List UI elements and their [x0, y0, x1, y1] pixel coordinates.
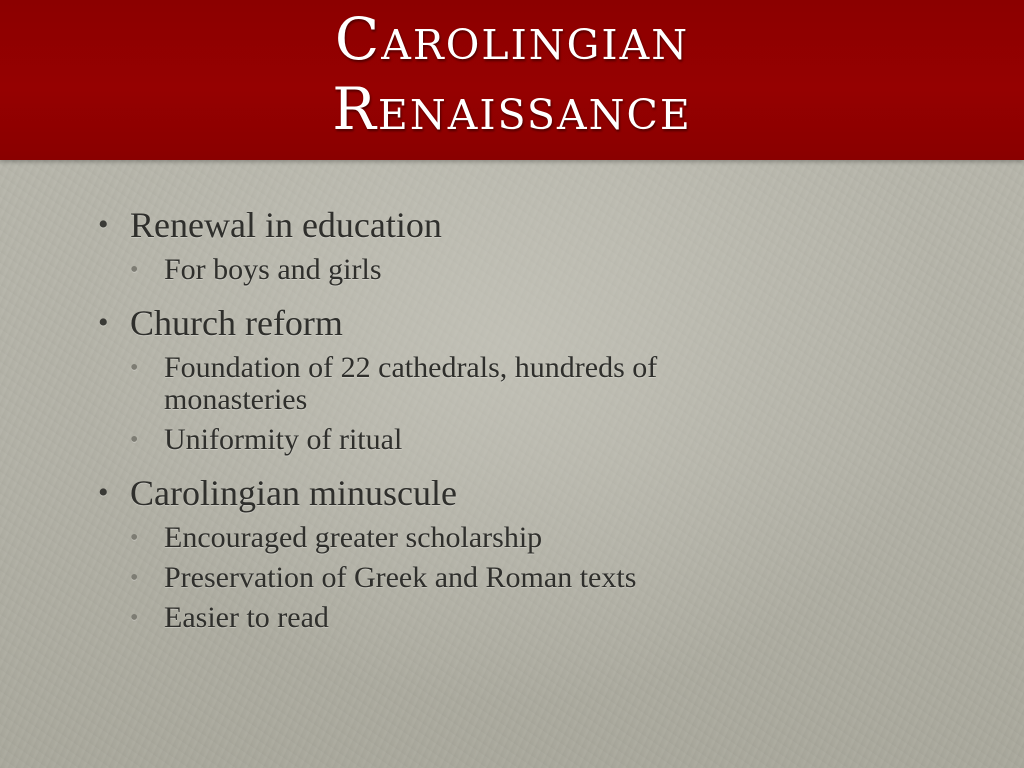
bullet-icon: •	[130, 257, 139, 283]
bullet-icon: •	[98, 306, 109, 339]
sub-bullet-item	[96, 254, 796, 286]
sub-bullet-text: Encouraged greater scholarship	[164, 521, 543, 554]
bullet-icon: •	[98, 208, 109, 241]
bullet-icon: •	[130, 427, 139, 453]
bullet-list	[96, 200, 796, 642]
sub-bullet-item	[96, 602, 796, 634]
title-band	[0, 0, 1024, 160]
sub-bullet-item	[96, 522, 796, 554]
bullet-text: Carolingian minuscule	[130, 473, 457, 513]
bullet-text: Renewal in education	[130, 205, 442, 245]
bullet-icon: •	[130, 355, 139, 381]
sub-bullet-text: Preservation of Greek and Roman texts	[164, 561, 637, 594]
sub-bullet-item	[96, 424, 796, 456]
sub-bullet-text: Uniformity of ritual	[164, 423, 403, 456]
sub-bullet-text: For boys and girls	[164, 253, 382, 286]
slide-title-line-2: Renaissance	[332, 75, 692, 143]
bullet-text: Church reform	[130, 303, 343, 343]
sub-bullet-item	[96, 352, 796, 416]
sub-bullet-text: Foundation of 22 cathedrals, hundreds of monasteries	[164, 351, 658, 416]
sub-bullet-item	[96, 562, 796, 594]
sub-bullet-text: Easier to read	[164, 601, 329, 634]
slide-title	[0, 4, 1024, 144]
bullet-icon: •	[130, 565, 139, 591]
bullet-item-carolingian-minuscule	[96, 468, 796, 518]
slide-title-line-1: Carolingian	[334, 5, 690, 73]
bullet-icon: •	[98, 476, 109, 509]
bullet-icon: •	[130, 605, 139, 631]
bullet-item-church-reform	[96, 298, 796, 348]
bullet-icon: •	[130, 525, 139, 551]
bullet-item-renewal-in-education	[96, 200, 796, 250]
